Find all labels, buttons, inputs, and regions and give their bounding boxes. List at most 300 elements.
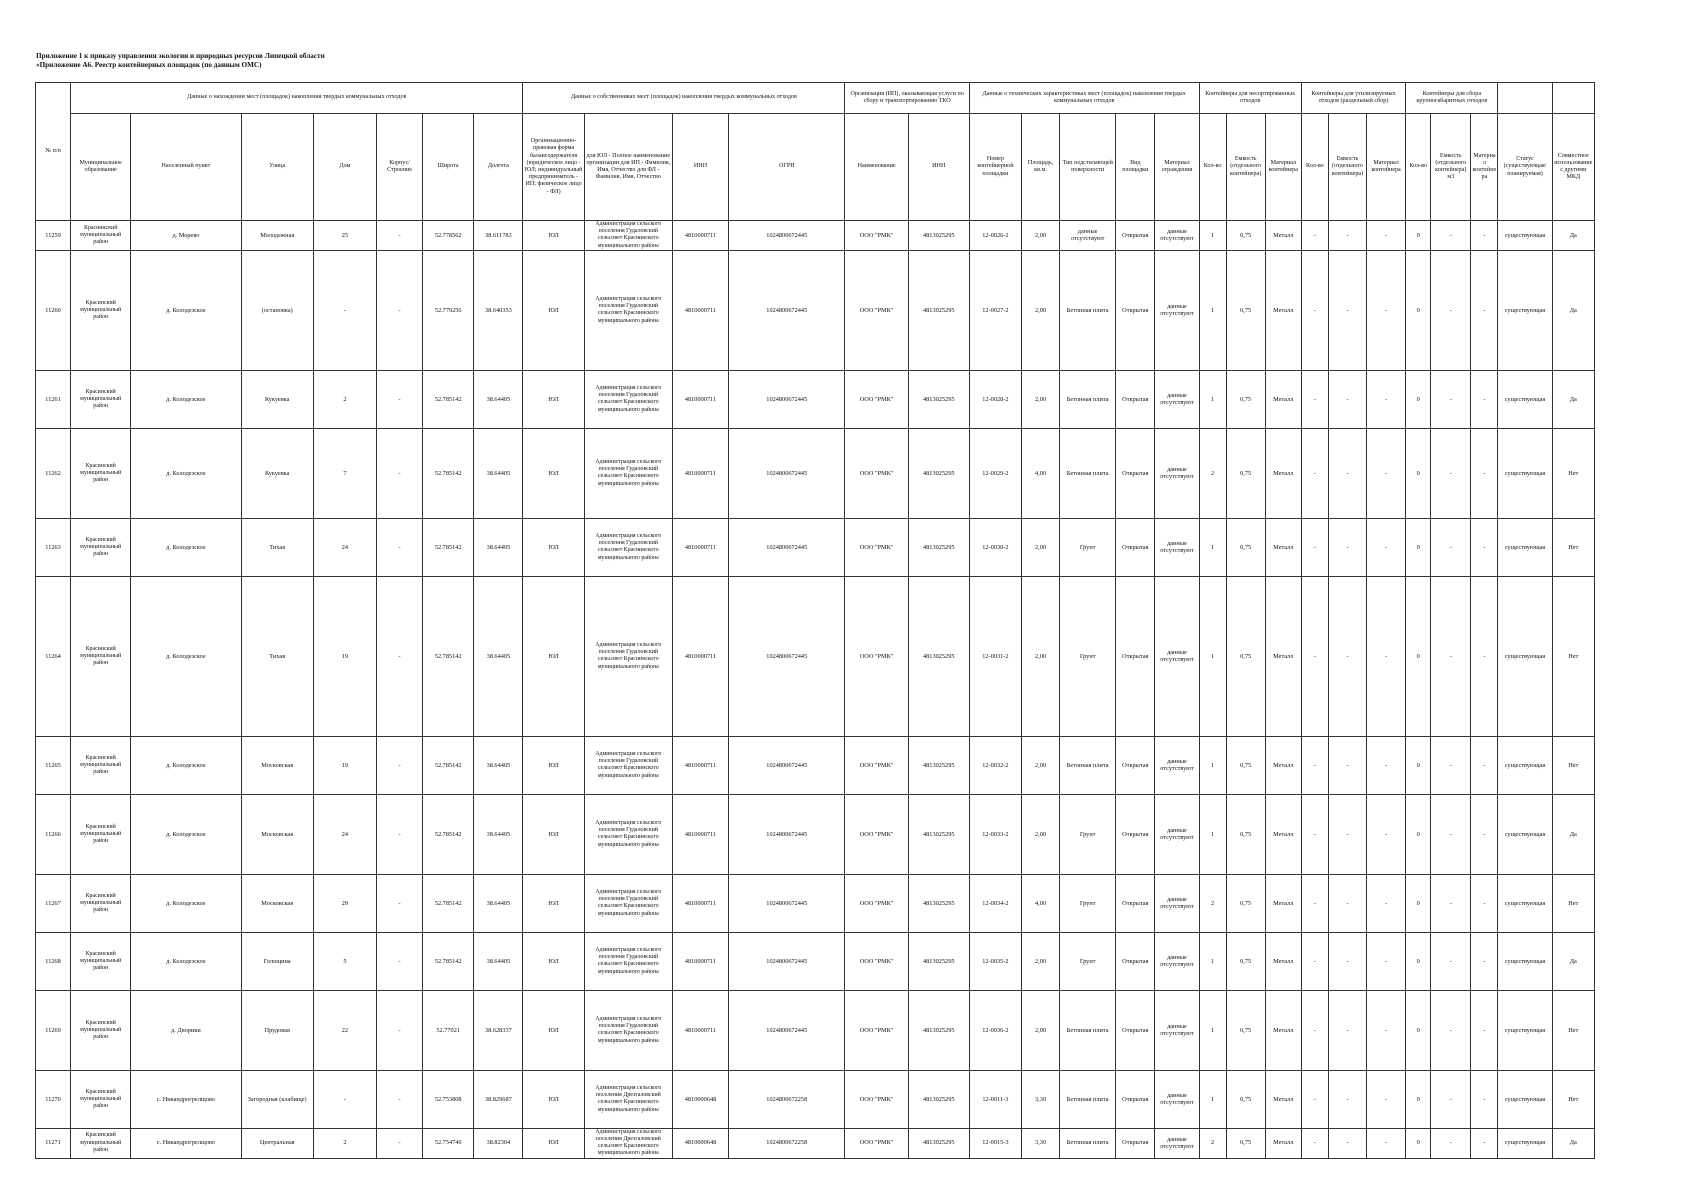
cell-uc: 2 — [1199, 428, 1226, 518]
cell-shared: Нет — [1552, 1070, 1594, 1128]
cell-mo: Красинский муниципальный район — [71, 518, 131, 576]
cell-bc: 0 — [1406, 990, 1431, 1070]
cell-area: 2,00 — [1021, 990, 1059, 1070]
cell-inn: 4810000711 — [672, 428, 728, 518]
cell-shared: Нет — [1552, 518, 1594, 576]
cell-rcap: - — [1328, 370, 1366, 428]
cell-svc_inn: 4813025295 — [908, 370, 969, 428]
cell-num: 11267 — [36, 874, 71, 932]
cell-ogrn: 1024800672258 — [729, 1128, 845, 1158]
col-site-number: Номер контейнерной площадки — [969, 114, 1021, 221]
cell-bmat: - — [1471, 370, 1498, 428]
cell-type: Открытая — [1116, 576, 1155, 736]
registry-table — [35, 82, 1595, 1159]
cell-rmat: - — [1367, 736, 1406, 794]
col-lat: Широта — [423, 114, 474, 221]
cell-house: 5 — [313, 932, 376, 990]
cell-surface: Бетонная плита — [1060, 428, 1116, 518]
cell-bcap: - — [1431, 932, 1471, 990]
cell-bld: - — [377, 1128, 423, 1158]
cell-house: 19 — [313, 736, 376, 794]
col-lon: Долгота — [474, 114, 523, 221]
cell-bcap: - — [1431, 990, 1471, 1070]
cell-status: существующая — [1498, 518, 1552, 576]
column-header-row — [36, 114, 1595, 221]
cell-num: 11271 — [36, 1128, 71, 1158]
cell-bc: 0 — [1406, 428, 1431, 518]
cell-site: 12-0015-3 — [969, 1128, 1021, 1158]
cell-street: Кукуевка — [241, 428, 313, 518]
col-bulky-capacity: Емкость (отдельного контейнера) м3 — [1431, 114, 1471, 221]
cell-np: д. Морево — [131, 221, 241, 251]
cell-form: ЮЛ — [523, 576, 584, 736]
cell-umat: Металл — [1265, 428, 1301, 518]
cell-lon: 38.64405 — [474, 428, 523, 518]
cell-rc: - — [1301, 428, 1328, 518]
cell-rmat: - — [1367, 932, 1406, 990]
cell-house: - — [313, 250, 376, 370]
cell-fence: данные отсутствуют — [1155, 576, 1199, 736]
cell-shared: Да — [1552, 794, 1594, 874]
cell-bcap: - — [1431, 794, 1471, 874]
cell-bc: 0 — [1406, 794, 1431, 874]
cell-bcap: - — [1431, 576, 1471, 736]
cell-surface: Грунт — [1060, 874, 1116, 932]
cell-lon: 38.64405 — [474, 794, 523, 874]
cell-surface: Бетонная плита — [1060, 1070, 1116, 1128]
cell-mo: Красинский муниципальный район — [71, 576, 131, 736]
cell-num: 11262 — [36, 428, 71, 518]
cell-np: д. Колодезское — [131, 518, 241, 576]
cell-street: Молодежная — [241, 221, 313, 251]
cell-form: ЮЛ — [523, 794, 584, 874]
cell-lon: 38.64405 — [474, 736, 523, 794]
cell-svc: ООО "РМК" — [845, 221, 908, 251]
group-header-row — [36, 83, 1595, 114]
cell-svc: ООО "РМК" — [845, 1128, 908, 1158]
cell-uc: 2 — [1199, 874, 1226, 932]
cell-svc_inn: 4813025295 — [908, 794, 969, 874]
cell-svc_inn: 4813025295 — [908, 518, 969, 576]
cell-svc_inn: 4813025295 — [908, 428, 969, 518]
cell-fence: данные отсутствуют — [1155, 990, 1199, 1070]
cell-site: 12-0036-2 — [969, 990, 1021, 1070]
cell-mo: Красинский муниципальный район — [71, 874, 131, 932]
col-unsorted-count: Кол-во — [1199, 114, 1226, 221]
cell-fence: данные отсутствуют — [1155, 736, 1199, 794]
cell-ucap: 0,75 — [1226, 990, 1265, 1070]
cell-ucap: 0,75 — [1226, 1128, 1265, 1158]
cell-owner: Администрация сельского поселения Гудаловский сельсовет Краснинского муниципального района — [584, 576, 672, 736]
cell-area: 3,30 — [1021, 1070, 1059, 1128]
cell-svc_inn: 4813025295 — [908, 874, 969, 932]
cell-site: 12-0027-2 — [969, 250, 1021, 370]
cell-ucap: 0,75 — [1226, 736, 1265, 794]
cell-umat: Металл — [1265, 990, 1301, 1070]
col-unsorted-material: Материал контейнера — [1265, 114, 1301, 221]
cell-rcap: - — [1328, 794, 1366, 874]
recyclable-group-header: Контейнеры для утилизируемых отходов (раздельный сбор) — [1301, 83, 1405, 114]
cell-bmat: - — [1471, 794, 1498, 874]
cell-lat: 52.785142 — [423, 428, 474, 518]
cell-lat: 52.779256 — [423, 250, 474, 370]
cell-ogrn: 1024800672445 — [729, 932, 845, 990]
cell-surface: Бетонная плита — [1060, 990, 1116, 1070]
shared-group-blank — [1552, 83, 1594, 114]
cell-bld: - — [377, 428, 423, 518]
cell-street: (остановка) — [241, 250, 313, 370]
cell-rc: - — [1301, 518, 1328, 576]
col-building: Корпус/Строение — [377, 114, 423, 221]
cell-bcap: - — [1431, 1070, 1471, 1128]
col-inn: ИНН — [672, 114, 728, 221]
cell-uc: 1 — [1199, 794, 1226, 874]
cell-house: 25 — [313, 221, 376, 251]
col-settlement: Населенный пункт — [131, 114, 241, 221]
cell-owner: Администрация сельского поселения Гудаловский сельсовет Краснинского муниципального района — [584, 932, 672, 990]
cell-form: ЮЛ — [523, 518, 584, 576]
cell-np: с. Никандрогрелщово — [131, 1070, 241, 1128]
cell-lon: 38.64405 — [474, 370, 523, 428]
cell-ucap: 0,75 — [1226, 932, 1265, 990]
cell-num: 11263 — [36, 518, 71, 576]
cell-np: д. Колодезское — [131, 932, 241, 990]
cell-site: 12-0033-2 — [969, 794, 1021, 874]
cell-area: 4,00 — [1021, 428, 1059, 518]
cell-svc: ООО "РМК" — [845, 1070, 908, 1128]
col-area: Площадь, кв.м. — [1021, 114, 1059, 221]
cell-svc_inn: 4813025295 — [908, 250, 969, 370]
col-fence: Материал ограждения — [1155, 114, 1199, 221]
cell-svc_inn: 4813025295 — [908, 932, 969, 990]
cell-form: ЮЛ — [523, 932, 584, 990]
cell-area: 2,00 — [1021, 250, 1059, 370]
unsorted-group-header: Контейнеры для несортированных отходов — [1199, 83, 1301, 114]
cell-uc: 1 — [1199, 576, 1226, 736]
cell-np: д. Дворики — [131, 990, 241, 1070]
cell-fence: данные отсутствуют — [1155, 1128, 1199, 1158]
cell-rmat: - — [1367, 874, 1406, 932]
cell-form: ЮЛ — [523, 221, 584, 251]
cell-bcap: - — [1431, 221, 1471, 251]
cell-rcap: - — [1328, 874, 1366, 932]
cell-num: 11268 — [36, 932, 71, 990]
cell-svc_inn: 4813025295 — [908, 1128, 969, 1158]
cell-street: Московская — [241, 874, 313, 932]
cell-rc: - — [1301, 250, 1328, 370]
cell-ucap: 0,75 — [1226, 576, 1265, 736]
cell-ucap: 0,75 — [1226, 221, 1265, 251]
cell-house: 24 — [313, 794, 376, 874]
cell-ogrn: 1024800672258 — [729, 1070, 845, 1128]
cell-ucap: 0,75 — [1226, 794, 1265, 874]
service-group-header: Организация (ИП), оказывающая услуги по сбору и транспортированию ТКО — [845, 83, 969, 114]
cell-bmat: - — [1471, 250, 1498, 370]
header-line-2: «Приложение А6. Реестр контейнерных площадок (по данным ОМС) — [36, 61, 262, 69]
cell-lon: 38.640353 — [474, 250, 523, 370]
cell-bmat: - — [1471, 874, 1498, 932]
cell-bcap: - — [1431, 250, 1471, 370]
cell-site: 12-0031-2 — [969, 576, 1021, 736]
cell-umat: Металл — [1265, 794, 1301, 874]
cell-np: д. Колодезское — [131, 736, 241, 794]
cell-area: 4,00 — [1021, 874, 1059, 932]
cell-status: существующая — [1498, 874, 1552, 932]
cell-uc: 1 — [1199, 932, 1226, 990]
cell-street: Тихая — [241, 518, 313, 576]
cell-bmat: - — [1471, 990, 1498, 1070]
cell-rc: - — [1301, 1128, 1328, 1158]
cell-status: существующая — [1498, 576, 1552, 736]
cell-owner: Администрация сельского поселения Дрезгаловский сельсовет Краснинского муниципального района — [584, 1070, 672, 1128]
cell-bmat: - — [1471, 1070, 1498, 1128]
cell-umat: Металл — [1265, 518, 1301, 576]
cell-umat: Металл — [1265, 250, 1301, 370]
cell-ogrn: 1024800672445 — [729, 874, 845, 932]
cell-house: 7 — [313, 428, 376, 518]
col-owner-name: для ЮЛ - Полное наименование организации для ИП - Фамилия, Имя, Отчество для ФЛ - Фамилия, Имя, Отчество — [584, 114, 672, 221]
cell-umat: Металл — [1265, 932, 1301, 990]
cell-house: 2 — [313, 1128, 376, 1158]
cell-inn: 4810000648 — [672, 1128, 728, 1158]
cell-form: ЮЛ — [523, 1128, 584, 1158]
cell-np: д. Колодезское — [131, 428, 241, 518]
cell-bc: 0 — [1406, 221, 1431, 251]
cell-house: 24 — [313, 518, 376, 576]
cell-lat: 52.778562 — [423, 221, 474, 251]
cell-fence: данные отсутствуют — [1155, 250, 1199, 370]
cell-owner: Администрация сельского поселения Гудаловский сельсовет Краснинского муниципального района — [584, 990, 672, 1070]
cell-lon: 38.829687 — [474, 1070, 523, 1128]
cell-area: 2,00 — [1021, 221, 1059, 251]
table-row — [36, 736, 1595, 794]
cell-lat: 52.785142 — [423, 370, 474, 428]
cell-status: существующая — [1498, 1128, 1552, 1158]
cell-lon: 38.64405 — [474, 932, 523, 990]
cell-shared: Да — [1552, 250, 1594, 370]
cell-inn: 4810000711 — [672, 518, 728, 576]
cell-bld: - — [377, 250, 423, 370]
cell-shared: Нет — [1552, 428, 1594, 518]
col-house: Дом — [313, 114, 376, 221]
cell-ucap: 0,75 — [1226, 874, 1265, 932]
cell-bmat: - — [1471, 932, 1498, 990]
cell-shared: Да — [1552, 932, 1594, 990]
cell-uc: 1 — [1199, 990, 1226, 1070]
document-header — [36, 52, 325, 70]
cell-status: существующая — [1498, 221, 1552, 251]
cell-street: Московская — [241, 794, 313, 874]
cell-svc: ООО "РМК" — [845, 932, 908, 990]
cell-num: 11270 — [36, 1070, 71, 1128]
col-legal-form: Организационно-правовая форма балансодержателя (юридическое лицо - ЮЛ; индивидуальный предприниматель - ИП; физическое лицо - ФЛ) — [523, 114, 584, 221]
cell-bmat: - — [1471, 221, 1498, 251]
col-status: Статус (существующая/ планируемая) — [1498, 114, 1552, 221]
cell-inn: 4810000711 — [672, 250, 728, 370]
col-surface: Тип подстилающей поверхности — [1060, 114, 1116, 221]
cell-street: Кукуевка — [241, 370, 313, 428]
cell-bc: 0 — [1406, 370, 1431, 428]
cell-umat: Металл — [1265, 576, 1301, 736]
cell-rcap: - — [1328, 250, 1366, 370]
cell-lon: 38.64405 — [474, 874, 523, 932]
cell-svc_inn: 4813025295 — [908, 736, 969, 794]
cell-rmat: - — [1367, 221, 1406, 251]
cell-rcap: - — [1328, 932, 1366, 990]
cell-ogrn: 1024800672445 — [729, 990, 845, 1070]
cell-umat: Металл — [1265, 736, 1301, 794]
status-group-blank — [1498, 83, 1552, 114]
cell-ogrn: 1024800672445 — [729, 576, 845, 736]
cell-svc_inn: 4813025295 — [908, 576, 969, 736]
cell-rc: - — [1301, 874, 1328, 932]
cell-inn: 4810000711 — [672, 370, 728, 428]
cell-street: Московская — [241, 736, 313, 794]
cell-owner: Администрация сельского поселения Гудаловский сельсовет Краснинского муниципального района — [584, 518, 672, 576]
cell-num: 11261 — [36, 370, 71, 428]
cell-bld: - — [377, 932, 423, 990]
cell-house: 19 — [313, 576, 376, 736]
cell-mo: Красинский муниципальный район — [71, 736, 131, 794]
cell-status: существующая — [1498, 428, 1552, 518]
table-row — [36, 518, 1595, 576]
cell-rc: - — [1301, 990, 1328, 1070]
cell-ogrn: 1024800672445 — [729, 221, 845, 251]
cell-type: Открытая — [1116, 370, 1155, 428]
cell-rmat: - — [1367, 428, 1406, 518]
cell-rcap: - — [1328, 518, 1366, 576]
cell-ogrn: 1024800672445 — [729, 250, 845, 370]
cell-street: Голощина — [241, 932, 313, 990]
cell-area: 2,00 — [1021, 932, 1059, 990]
table-body — [36, 221, 1595, 1159]
cell-owner: Администрация сельского поселения Гудаловский сельсовет Краснинского муниципального района — [584, 736, 672, 794]
cell-bcap: - — [1431, 736, 1471, 794]
cell-svc: ООО "РМК" — [845, 518, 908, 576]
cell-site: 12-0011-3 — [969, 1070, 1021, 1128]
cell-street: Прудовая — [241, 990, 313, 1070]
cell-type: Открытая — [1116, 1070, 1155, 1128]
cell-form: ЮЛ — [523, 736, 584, 794]
cell-ogrn: 1024800672445 — [729, 794, 845, 874]
cell-np: д. Колодезское — [131, 250, 241, 370]
col-recyclable-count: Кол-во — [1301, 114, 1328, 221]
cell-lat: 52.785142 — [423, 518, 474, 576]
col-unsorted-capacity: Емкость (отдельного контейнера) — [1226, 114, 1265, 221]
cell-lat: 52.785142 — [423, 874, 474, 932]
cell-rc: - — [1301, 221, 1328, 251]
cell-rcap: - — [1328, 736, 1366, 794]
cell-site: 12-0028-2 — [969, 370, 1021, 428]
cell-fence: данные отсутствуют — [1155, 1070, 1199, 1128]
col-street: Улица — [241, 114, 313, 221]
header-line-1: Приложение 1 к приказу управления экологии и природных ресурсов Липецкой области — [36, 52, 325, 60]
cell-bc: 0 — [1406, 250, 1431, 370]
cell-fence: данные отсутствуют — [1155, 221, 1199, 251]
cell-bmat: - — [1471, 576, 1498, 736]
cell-uc: 1 — [1199, 1070, 1226, 1128]
table-row — [36, 370, 1595, 428]
cell-mo: Красинский муниципальный район — [71, 370, 131, 428]
cell-mo: Красинский муниципальный район — [71, 1128, 131, 1158]
cell-rc: - — [1301, 370, 1328, 428]
cell-bcap: - — [1431, 518, 1471, 576]
cell-rmat: - — [1367, 518, 1406, 576]
cell-lat: 52.77021 — [423, 990, 474, 1070]
cell-umat: Металл — [1265, 370, 1301, 428]
cell-ogrn: 1024800672445 — [729, 518, 845, 576]
cell-house: 2 — [313, 370, 376, 428]
cell-rcap: - — [1328, 428, 1366, 518]
cell-lon: 38.82304 — [474, 1128, 523, 1158]
cell-rmat: - — [1367, 990, 1406, 1070]
cell-bld: - — [377, 874, 423, 932]
cell-area: 2,00 — [1021, 576, 1059, 736]
cell-rcap: - — [1328, 1070, 1366, 1128]
cell-form: ЮЛ — [523, 1070, 584, 1128]
cell-rc: - — [1301, 794, 1328, 874]
cell-bc: 0 — [1406, 1070, 1431, 1128]
cell-bld: - — [377, 736, 423, 794]
cell-form: ЮЛ — [523, 990, 584, 1070]
col-service-name: Наименование — [845, 114, 908, 221]
cell-np: д. Колодезское — [131, 576, 241, 736]
cell-svc: ООО "РМК" — [845, 794, 908, 874]
cell-site: 12-0034-2 — [969, 874, 1021, 932]
cell-inn: 4810000711 — [672, 736, 728, 794]
cell-bc: 0 — [1406, 874, 1431, 932]
cell-bmat: - — [1471, 518, 1498, 576]
cell-inn: 4810000711 — [672, 990, 728, 1070]
cell-type: Открытая — [1116, 221, 1155, 251]
cell-rc: - — [1301, 576, 1328, 736]
table-row — [36, 874, 1595, 932]
cell-site: 12-0030-2 — [969, 518, 1021, 576]
table-row — [36, 250, 1595, 370]
cell-lon: 38.64405 — [474, 576, 523, 736]
cell-ucap: 0,75 — [1226, 518, 1265, 576]
cell-ogrn: 1024800672445 — [729, 428, 845, 518]
cell-form: ЮЛ — [523, 428, 584, 518]
cell-inn: 4810000711 — [672, 874, 728, 932]
cell-status: существующая — [1498, 932, 1552, 990]
table-row — [36, 932, 1595, 990]
cell-rmat: - — [1367, 1070, 1406, 1128]
cell-rcap: - — [1328, 221, 1366, 251]
cell-ucap: 0,75 — [1226, 428, 1265, 518]
cell-street: Загородная (клабище) — [241, 1070, 313, 1128]
cell-status: существующая — [1498, 990, 1552, 1070]
cell-mo: Красинский муниципальный район — [71, 250, 131, 370]
cell-umat: Металл — [1265, 1128, 1301, 1158]
cell-num: 11266 — [36, 794, 71, 874]
cell-fence: данные отсутствуют — [1155, 932, 1199, 990]
cell-lat: 52.785142 — [423, 736, 474, 794]
cell-rmat: - — [1367, 370, 1406, 428]
cell-area: 2,00 — [1021, 370, 1059, 428]
cell-site: 12-0035-2 — [969, 932, 1021, 990]
cell-bld: - — [377, 990, 423, 1070]
cell-status: существующая — [1498, 736, 1552, 794]
cell-num: 11269 — [36, 990, 71, 1070]
cell-fence: данные отсутствуют — [1155, 794, 1199, 874]
cell-ucap: 0,75 — [1226, 1070, 1265, 1128]
cell-svc: ООО "РМК" — [845, 428, 908, 518]
cell-rc: - — [1301, 736, 1328, 794]
table-row — [36, 1070, 1595, 1128]
cell-bld: - — [377, 518, 423, 576]
cell-area: 2,00 — [1021, 518, 1059, 576]
